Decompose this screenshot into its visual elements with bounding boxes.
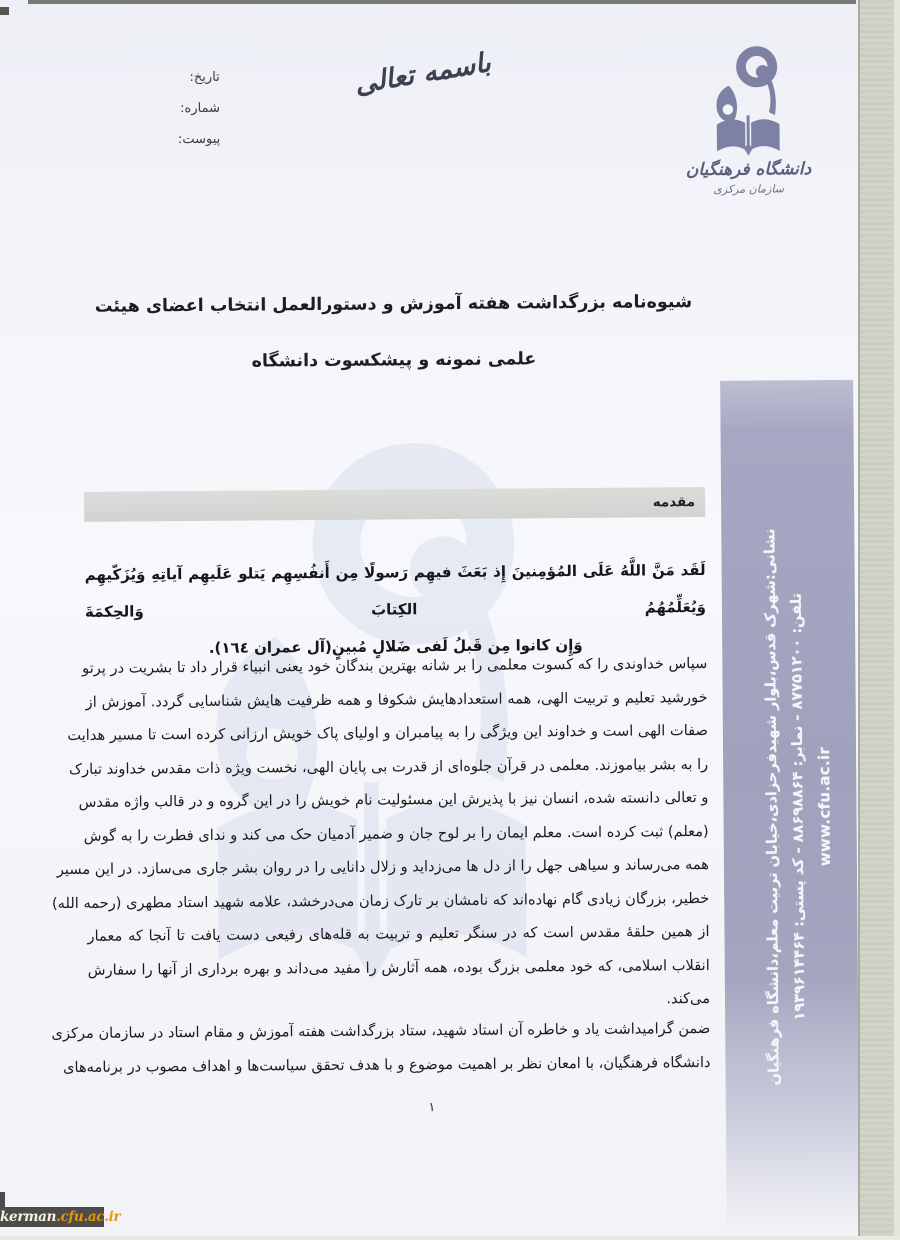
university-logo-block xyxy=(668,43,829,196)
document-title-line: شیوه‌نامه بزرگداشت هفته آموزش و دستورالعمل انتخاب اعضای هیئت xyxy=(94,292,693,317)
letter-meta-block xyxy=(156,62,221,155)
contact-info-rotated-text xyxy=(720,380,860,1234)
body-text-line: انقلاب اسلامی، که خود معلمی بزرگ بوده، همه آثارش را مفید می‌داند و بهره برداری از آنها را سفارش xyxy=(87,956,710,979)
contact-info-band xyxy=(720,380,860,1234)
body-text-line: خطیر، بزرگان زیادی گام نهاده‌اند که نامشان بر تارک زمان می‌درخشد، علامه شهید استاد مطهری (رحمه الله) xyxy=(51,889,710,912)
body-text-line: می‌کند. xyxy=(666,989,711,1008)
body-text-line: ضمن گرامیداشت یاد و خاطره آن استاد شهید، ستاد بزرگداشت هفته آموزش و مقام استاد در سازمان مرکزی xyxy=(51,1019,711,1043)
site-watermark-suffix: .cfu.ac.ir xyxy=(56,1209,121,1225)
site-watermark-bar xyxy=(0,1207,121,1227)
body-paragraph-main xyxy=(51,647,711,1020)
date-label: تاریخ: xyxy=(189,69,220,86)
body-text-line: خورشید تعلیم و تربیت الهی، همه استعدادهایش شکوفا و همه ظرفیت هایش شناسایی گردد. آموزش از xyxy=(85,688,708,711)
bismillah-calligraphy: باسمه تعالی xyxy=(352,47,494,101)
body-text-line: و تعالی دانسته شده، انسان نیز با پذیرش این مسئولیت نام خویش را در این گروه و در قالب واژه مقدس xyxy=(78,788,709,811)
website-text: www.cfu.ac.ir xyxy=(815,746,834,867)
document-title-line: علمی نمونه و پیشکسوت دانشگاه xyxy=(251,349,537,372)
body-paragraph-second xyxy=(51,1012,711,1084)
address-text: نشانی:شهرک قدس،بلوار شهیدفرحزادی،خیابان تربیت معلم،دانشگاه فرهنگیان xyxy=(762,528,783,1086)
number-label: شماره: xyxy=(180,100,221,117)
body-text-line: را به بشر بیاموزند. معلمی در قرآن جلوه‌ای از قدرت بی پایان الهی، نخست ویژه ذات مقدس خداوند تبارک xyxy=(68,755,709,778)
site-watermark-prefix: kerman xyxy=(0,1209,57,1225)
body-text-line: صفات الهی است و خداوند این ویژگی را به پیامبران و اولیای پاک خویش ارزانی کرده است تا مسیر هدایت xyxy=(67,721,708,745)
university-name: دانشگاه فرهنگیان xyxy=(685,159,812,181)
quran-verse-line: لَقَد مَنَّ اللَّهُ عَلَى المُؤمِنينَ إِذ بَعَثَ فيهِم رَسولًا مِن أَنفُسِهِم يَتلو عَلَيهِم آياتِهِ وَيُزَكّيهِم وَيُعَلِّمُهُمُ الكِتابَ وَالحِكمَةَ xyxy=(84,560,706,621)
body-text-line: همه می‌رساند و سیاهی جهل را از دل ها می‌زداید و زلال دانایی را در روان بشر جاری می‌سازد. در این مسیر xyxy=(56,855,710,879)
organization-name: سازمان مرکزی xyxy=(713,182,784,196)
quran-verse-line: وَإِن كانوا مِن قَبلُ لَفى ضَلالٍ مُبينٍ(آل عمران ١٦٤). xyxy=(208,635,583,657)
attachment-label: پیوست: xyxy=(177,131,221,148)
section-header-label: مقدمه xyxy=(652,494,696,511)
page-number: ۱ xyxy=(428,1100,436,1116)
phone-fax-postal-text: تلفن: ۸۷۷۵۱۲۰۰ - نمابر: ۸۸۶۹۸۸۶۴ - کد پستی: ۱۹۳۹۶۱۴۴۶۴ xyxy=(788,592,809,1021)
farhangian-university-emblem-icon xyxy=(699,43,796,156)
body-text-line: (معلم) ثبت کرده است. معلم ایمان را بر لوح جان و ضمیر آدمیان حک می کند و ندای فطرت را به گوش xyxy=(83,822,709,845)
body-text-line: از همین حلقهٔ مقدس است که در سنگر تعلیم و تربیت به قله‌های رفیعی دست یافت تا آنجا که معمار xyxy=(87,922,710,945)
body-text-line: دانشگاه فرهنگیان، با امعان نظر بر اهمیت موضوع و با هدف تحقق سیاست‌ها و اهداف مصوب در برنامه‌های xyxy=(63,1053,711,1076)
section-header-bar xyxy=(84,487,705,522)
body-text-line: سپاس خداوندی را که کسوت معلمی را بر شانه بهترین بندگان خود یعنی انبیاء قرار داد تا بشریت در پرتو xyxy=(82,654,708,677)
document-title xyxy=(82,274,705,391)
